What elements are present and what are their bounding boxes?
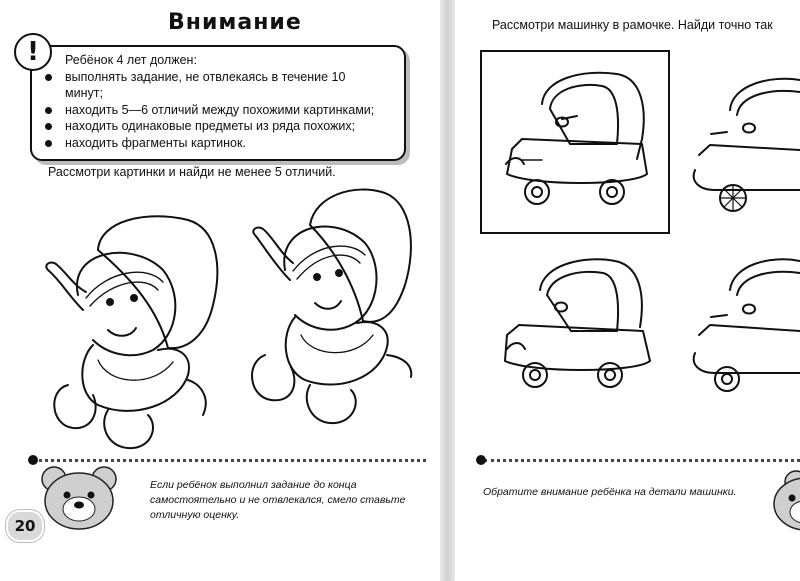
attention-item: находить одинаковые предметы из ряда похожих;: [65, 118, 385, 135]
bear-face-icon-right: [768, 470, 800, 532]
exclamation-icon: !: [14, 33, 52, 71]
car-illustration-reference: [492, 64, 658, 216]
dotted-divider-left: [34, 459, 426, 462]
page-number: 20: [6, 510, 44, 542]
car-option-1: [685, 70, 800, 220]
attention-item: выполнять задание, не отвлекаясь в течение 10 минут;: [65, 69, 385, 102]
note-left: Если ребёнок выполнил задание до конца самостоятельно и не отвлекался, смело ставьте отличную оценку.: [150, 479, 406, 521]
book-gutter: [440, 0, 455, 581]
car-option-3: [685, 255, 800, 395]
attention-text: [65, 52, 385, 151]
attention-list: [65, 69, 385, 152]
attention-item: находить фрагменты картинок.: [65, 135, 385, 152]
dot-marker: [28, 455, 38, 465]
dotted-divider-right: [484, 459, 800, 462]
elephant-illustration-right: [235, 185, 425, 430]
instruction-left: Рассмотри картинки и найди не менее 5 отличий.: [48, 165, 336, 179]
attention-heading: Ребёнок 4 лет должен:: [65, 53, 197, 67]
instruction-right: Рассмотри машинку в рамочке. Найди точно так: [492, 18, 773, 32]
note-right: Обратите внимание ребёнка на детали машинки.: [483, 486, 737, 498]
page-title: Внимание: [168, 10, 302, 35]
bear-face-icon: [40, 465, 118, 531]
attention-item: находить 5—6 отличий между похожими картинками;: [65, 102, 385, 119]
reference-car-frame: [480, 50, 670, 234]
dot-marker: [476, 455, 486, 465]
car-option-2: [495, 255, 660, 395]
elephant-illustration-left: [38, 210, 228, 455]
